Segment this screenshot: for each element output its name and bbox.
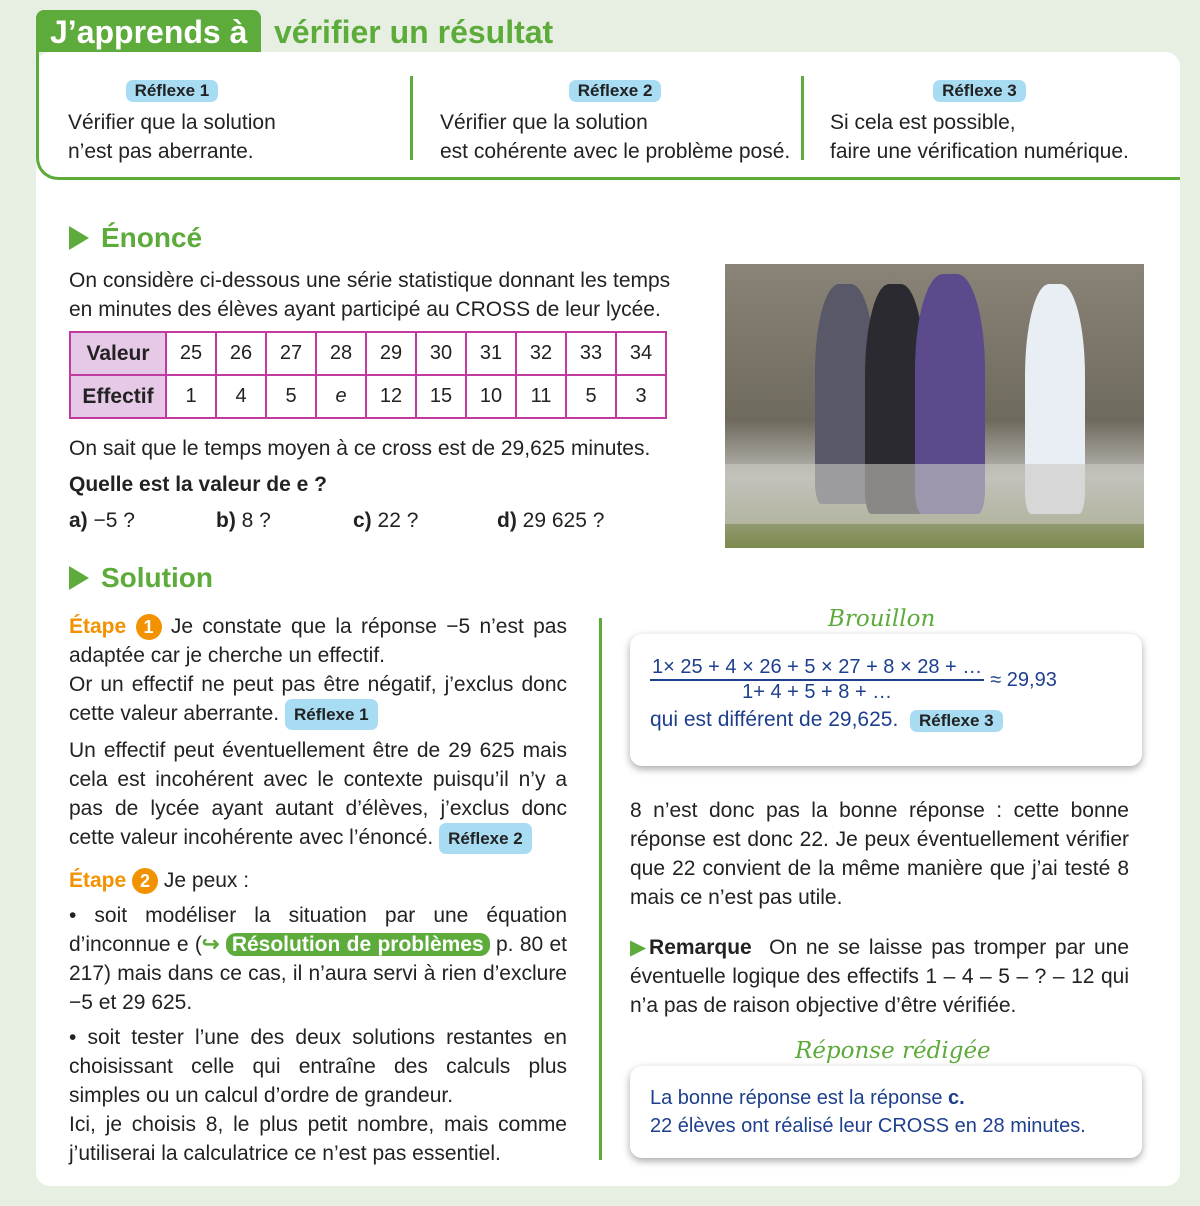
value-cell: 34 bbox=[616, 332, 666, 375]
choice bbox=[216, 506, 271, 535]
reponse-title: Réponse rédigée bbox=[795, 1038, 991, 1064]
value-cell: 28 bbox=[316, 332, 366, 375]
value-cell: 26 bbox=[216, 332, 266, 375]
divider bbox=[801, 76, 804, 160]
approx-value: ≈ 29,93 bbox=[990, 668, 1057, 691]
value-cell: 25 bbox=[166, 332, 216, 375]
row-header: Effectif bbox=[70, 375, 166, 418]
value-cell: 33 bbox=[566, 332, 616, 375]
bullet-1 bbox=[69, 901, 567, 1017]
value-cell: 27 bbox=[266, 332, 316, 375]
brouillon-title: Brouillon bbox=[828, 606, 936, 632]
reflexe-badge: Réflexe 2 bbox=[439, 823, 532, 854]
choice bbox=[497, 506, 604, 535]
intro-line: en minutes des élèves ayant participé au CROSS de leur lycée. bbox=[69, 298, 661, 321]
enonce-intro bbox=[69, 266, 670, 324]
remarque-label: Remarque bbox=[649, 936, 752, 959]
step-number: 1 bbox=[136, 614, 162, 640]
choice-key: d) bbox=[497, 509, 517, 532]
etape-1 bbox=[69, 612, 567, 1168]
cross-runners-photo bbox=[725, 264, 1144, 548]
reflexe-2 bbox=[440, 80, 790, 166]
count-cell: e bbox=[316, 375, 366, 418]
value-cell: 32 bbox=[516, 332, 566, 375]
reflexe-text: faire une vérification numérique. bbox=[830, 140, 1129, 163]
header-tab: J’apprends à bbox=[36, 10, 261, 52]
etape-label: Étape bbox=[69, 615, 127, 638]
resolution-problemes-link[interactable]: Résolution de problèmes bbox=[226, 933, 490, 956]
count-cell: 1 bbox=[166, 375, 216, 418]
choice-value: 29 625 ? bbox=[522, 509, 605, 532]
reflexe-badge: Réflexe 1 bbox=[126, 80, 219, 102]
count-cell: 12 bbox=[366, 375, 416, 418]
brouillon-box bbox=[630, 634, 1142, 766]
row-header: Valeur bbox=[70, 332, 166, 375]
etape-2 bbox=[69, 866, 567, 895]
reflexe-1 bbox=[68, 80, 276, 166]
reflexe-badge: Réflexe 3 bbox=[910, 710, 1003, 732]
choice-key: b) bbox=[216, 509, 236, 532]
paragraph: Or un effectif ne peut pas être négatif, j’exclus donc cette valeur aberrante. bbox=[69, 673, 567, 725]
step-number: 2 bbox=[132, 868, 158, 894]
triangle-icon bbox=[69, 566, 89, 590]
reponse-text: La bonne réponse est la réponse bbox=[650, 1087, 948, 1109]
data-table bbox=[69, 331, 667, 419]
count-cell: 5 bbox=[566, 375, 616, 418]
page-title: vérifier un résultat bbox=[274, 14, 554, 50]
reflexe-text: Vérifier que la solution bbox=[68, 111, 276, 134]
choice-key: c) bbox=[353, 509, 372, 532]
enonce-heading bbox=[69, 222, 202, 254]
conclusion: 8 n’est donc pas la bonne réponse : cette bonne réponse est donc 22. Je peux éventuellement vérifier que 22 convient de la même manière que j’ai testé 8 mais ce n’est pas utile. bbox=[630, 799, 1129, 909]
paragraph: Je peux : bbox=[163, 869, 250, 892]
count-cell: 10 bbox=[466, 375, 516, 418]
reflexe-3 bbox=[830, 80, 1129, 166]
paragraph: Je constate que la réponse −5 n’est pas adaptée car je cherche un effectif. bbox=[69, 615, 567, 667]
brouillon-text: qui est différent de 29,625. bbox=[650, 708, 899, 731]
count-cell: 4 bbox=[216, 375, 266, 418]
numerator: 1× 25 + 4 × 26 + 5 × 27 + 8 × 28 + … bbox=[650, 656, 984, 681]
answer: c. bbox=[948, 1087, 965, 1109]
reflexe-badge: Réflexe 1 bbox=[285, 699, 378, 730]
remarque-text: On ne se laisse pas tromper par une éventuelle logique des effectifs 1 – 4 – 5 – ? – 12 qui n’a pas de raison objective d’être vérifiée. bbox=[630, 936, 1129, 1017]
heading-text: Énoncé bbox=[101, 222, 203, 253]
count-cell: 3 bbox=[616, 375, 666, 418]
question: Quelle est la valeur de e ? bbox=[69, 473, 327, 496]
play-icon: ▶ bbox=[630, 936, 650, 959]
intro-line: On considère ci-dessous une série statistique donnant les temps bbox=[69, 269, 671, 292]
mean-text: On sait que le temps moyen à ce cross est de 29,625 minutes. bbox=[69, 437, 651, 460]
heading-text: Solution bbox=[101, 562, 213, 593]
reflexe-badge: Réflexe 2 bbox=[569, 80, 662, 102]
denominator: 1+ 4 + 5 + 8 + … bbox=[742, 681, 893, 703]
choice-value: 8 ? bbox=[241, 509, 271, 532]
count-cell: 15 bbox=[416, 375, 466, 418]
count-cell: 11 bbox=[516, 375, 566, 418]
reflexe-text: est cohérente avec le problème posé. bbox=[440, 140, 791, 163]
choice-value: −5 ? bbox=[93, 509, 135, 532]
divider bbox=[599, 618, 602, 1160]
solution-heading bbox=[69, 562, 213, 594]
paragraph: • soit modéliser la situation par une équation d’inconnue e ( bbox=[69, 904, 567, 956]
reflexe-badge: Réflexe 3 bbox=[933, 80, 1026, 102]
paragraph: Ici, je choisis 8, le plus petit nombre, mais comme j’utiliserai la calculatrice ce n’est pas essentiel. bbox=[69, 1113, 567, 1165]
arrow-icon: ↪ bbox=[201, 933, 220, 956]
reflexe-text: Si cela est possible, bbox=[830, 111, 1016, 134]
fraction bbox=[650, 656, 984, 704]
reponse-text: 22 élèves ont réalisé leur CROSS en 28 minutes. bbox=[650, 1115, 1086, 1137]
etape-label: Étape bbox=[69, 869, 127, 892]
value-cell: 31 bbox=[466, 332, 516, 375]
remarque bbox=[630, 933, 1129, 1020]
choice bbox=[69, 506, 135, 535]
value-cell: 30 bbox=[416, 332, 466, 375]
triangle-icon bbox=[69, 226, 89, 250]
divider bbox=[410, 76, 413, 160]
paragraph: Un effectif peut éventuellement être de 29 625 mais cela est incohérent avec le contexte puisqu’il n’y a pas de lycée ayant autant d’élèves, j’exclus donc cette valeur incohérente avec l’énoncé. bbox=[69, 739, 567, 849]
choice bbox=[353, 506, 418, 535]
reflexe-text: Vérifier que la solution bbox=[440, 111, 648, 134]
reponse-box bbox=[630, 1066, 1142, 1158]
reflexe-text: n’est pas aberrante. bbox=[68, 140, 254, 163]
bullet-2: • soit tester l’une des deux solutions restantes en choisissant celle qui entraîne des calculs plus simples ou un calcul d’ordre de grandeur. bbox=[69, 1026, 567, 1107]
value-cell: 29 bbox=[366, 332, 416, 375]
choice-value: 22 ? bbox=[377, 509, 419, 532]
paragraph-block bbox=[69, 736, 567, 854]
choice-key: a) bbox=[69, 509, 88, 532]
paragraph: p. 80 et 217) mais dans ce cas, il n’aura servi à rien d’exclure −5 et 29 625. bbox=[69, 933, 568, 1014]
count-cell: 5 bbox=[266, 375, 316, 418]
